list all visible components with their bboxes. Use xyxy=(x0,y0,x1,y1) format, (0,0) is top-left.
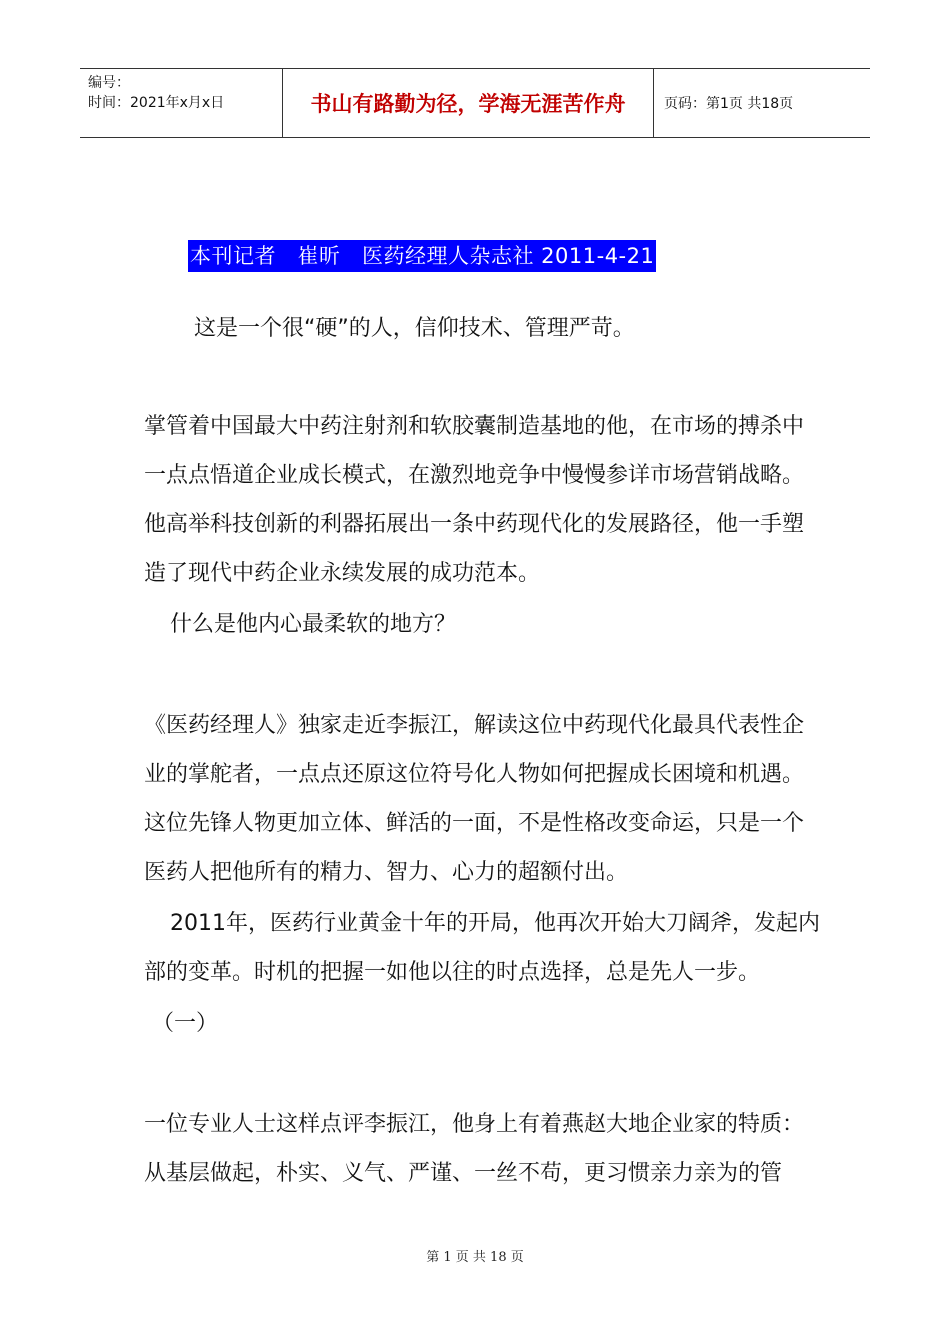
paragraph-intro: 这是一个很“硬”的人，信仰技术、管理严苛。 xyxy=(194,316,635,341)
paragraph-body-2: 《医药经理人》独家走近李振江，解读这位中药现代化最具代表性企业的掌舵者，一点点还原这位符号化人物如何把握成长困境和机遇。这位先锋人物更加立体、鲜活的一面，不是性格改变命运，只是一个医药人把他所有的精力、智力、心力的超额付出。 xyxy=(144,713,805,885)
header-page-info: 页码：第1页 共18页 xyxy=(664,96,794,112)
document-date: 时间：2021年x月x日 xyxy=(88,95,225,111)
byline-container xyxy=(188,240,656,272)
byline-highlighted: 本刊记者 崔昕 医药经理人杂志社 2011-4-21 xyxy=(188,240,656,272)
header-left-cell xyxy=(80,69,282,137)
paragraph-question: 什么是他内心最柔软的地方？ xyxy=(170,612,457,637)
paragraph-body-4: 一位专业人士这样点评李振江，他身上有着燕赵大地企业家的特质：从基层做起，朴实、义气、严谨、一丝不苟，更习惯亲力亲为的管 xyxy=(144,1112,805,1186)
document-number-label: 编号： xyxy=(88,75,130,91)
paragraph-body-3: 2011年，医药行业黄金十年的开局，他再次开始大刀阔斧，发起内部的变革。时机的把握一如他以往的时点选择，总是先人一步。 xyxy=(144,911,820,985)
section-heading-one: （一） xyxy=(152,1011,219,1036)
page-header xyxy=(80,68,870,138)
page-footer: 第 1 页 共 18 页 xyxy=(426,1250,524,1265)
paragraph-body-1: 掌管着中国最大中药注射剂和软胶囊制造基地的他，在市场的搏杀中一点点悟道企业成长模式，在激烈地竞争中慢慢参详市场营销战略。他高举科技创新的利器拓展出一条中药现代化的发展路径，他一手塑造了现代中药企业永续发展的成功范本。 xyxy=(144,414,805,586)
header-motto: 书山有路勤为径，学海无涯苦作舟 xyxy=(282,69,654,137)
